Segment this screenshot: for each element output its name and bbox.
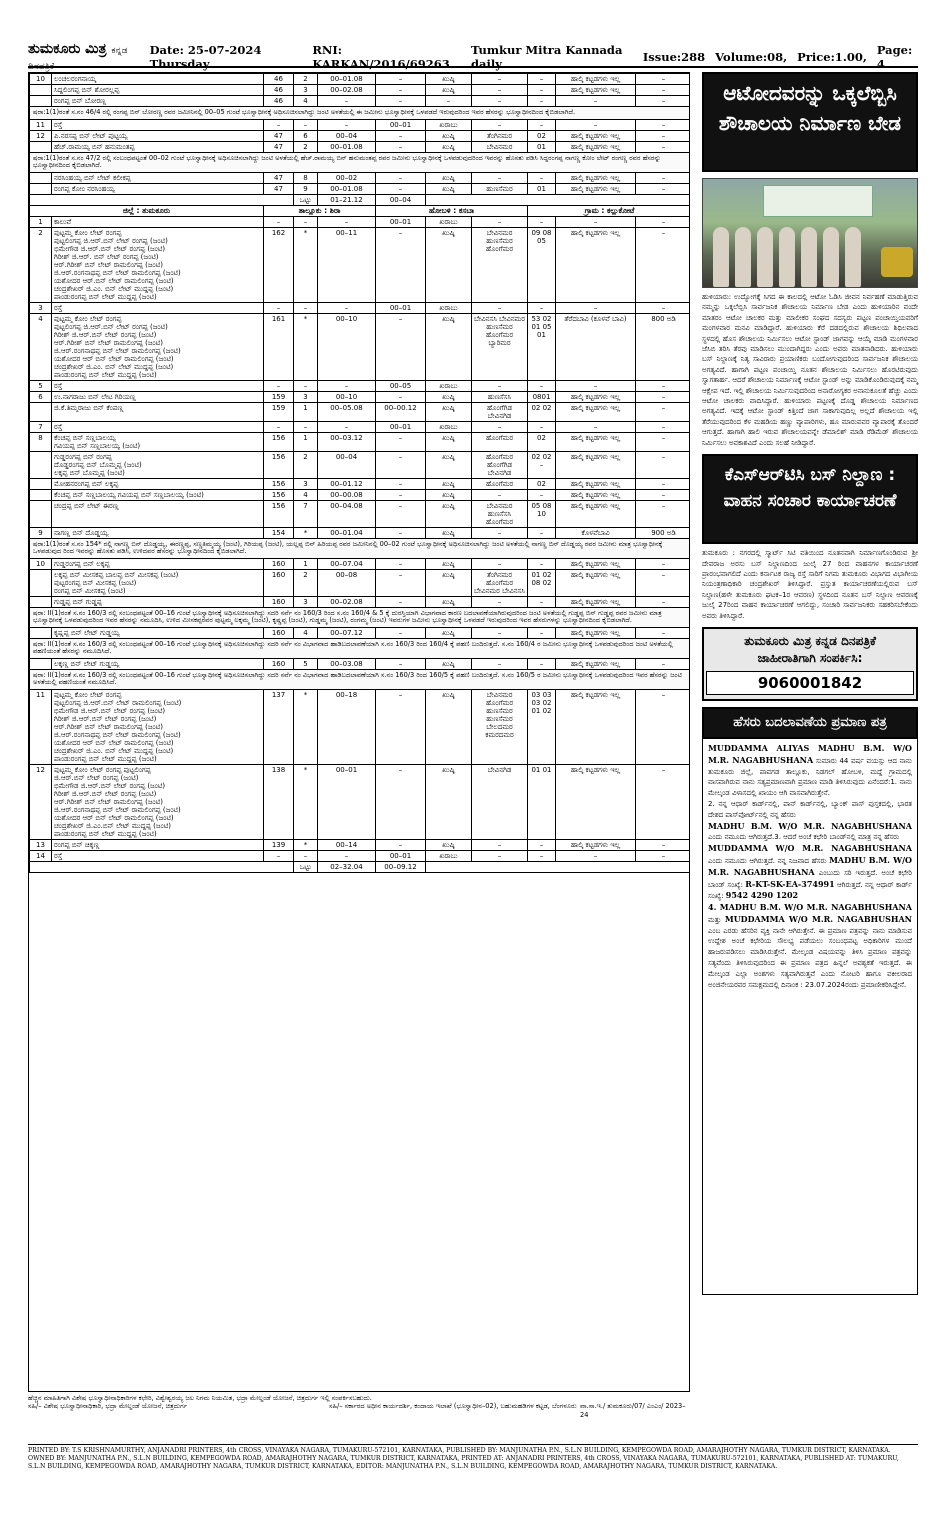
table-row: ಹೆಚ್.ರಾಮಯ್ಯ ಬಿನ್ ಹನುಮಂತಪ್ಪ 47 2 00–01.08 – ಖುಷ್ಕಿ ಬೇವಿನಮರ 01 ಹಾಲ್ಕಿ ಕಟ್ಟಡಗಳು ಇಲ್ಲ – — [30, 141, 691, 152]
owner-names: ಪುಟ್ಟಮ್ಮ ಕೋಂ ಲೇಟ್ ರಂಗಪ್ಪ ಪುಟ್ಟಲಿಂಗಪ್ಪ ಜಿ.ಆರ್.ಬಿನ್ ಲೇಟ್ ರಾಮಲಿಂಗಪ್ಪ (ಜಂಟಿ) ಭಿಮೇಗೌಡ ಜಿ.ಆರ್.ಬಿನ್ ಲೇಟ್ ರಂಗಪ್ಪ (ಜಂಟಿ) ಗಿರೀಶ್ ಜಿ.ಆರ್.ಬಿನ್ ಲೇಟ್ ರಂಗಪ್ಪ (ಜಂಟಿ) ಆರ್.ಗಿರೀಶ್ ಬಿನ್ ಲೇಟ್ ರಾಮಲಿಂಗಪ್ಪ (ಜಂಟಿ) ಜಿ.ಆರ್.ರಂಗನಾಥಪ್ಪ ಬಿನ್ ಲೇಟ್ ರಾಮಲಿಂಗಪ್ಪ (ಜಂಟಿ) ಯಶೋದರ ಆರ್ ಬಿನ್ ಲೇಟ್ ರಾಮಲಿಂಗಪ್ಪ (ಜಂಟಿ) ಚಂದ್ರಶೇಖರ್ ಜಿ.ಎಂ. ಬಿನ್ ಲೇಟ್ ಮುದ್ದಪ್ಪ (ಜಂಟಿ) ಪಾಂಡುರಂಗಪ್ಪ ಬಿನ್ ಲೇಟ್ ಮುದ್ದಪ್ಪ (ಜಂಟಿ) — [52, 689, 264, 764]
closing-signature-left: ಸಹಿ/– ವಿಶೇಷ ಭೂಸ್ವಾಧೀನಾಧಿಕಾರಿ, ಭದ್ರಾ ಮೇಲ್ದಂಡೆ ಯೋಜನೆ, ಚಿತ್ರದುರ್ಗ — [28, 1402, 188, 1411]
affidavit-segment: 4. MADHU B.M. W/O M.R. NAGABHUSHANA ಮತ್ತು — [708, 902, 912, 924]
affidavit-segment: 3. ಆದರೆ ಅಂಚೆ ಕಛೇರಿ ಬಾಂಡ್‌ನಲ್ಲಿ ಮಾತ್ರ ನನ್ನ ಹೆಸರು — [774, 833, 900, 842]
article-auto-toilet: ಹುಳಿಯಾರು: ಉದ್ಯೋಗಕ್ಕೆ ಸಿಗದ ಈ ಕಾಲದಲ್ಲಿ ಆಟೋ ಓಡಿಸಿ ಜೀವನ ನಿರ್ವಹಣೆ ಮಾಡುತ್ತಿರುವ ನಮ್ಮನ್ನು ಒಕ್ಕಲೆಬ್ಬಿಸಿ ಸಾರ್ವಜನಿಕ ಶೌಚಾಲಯ ನಿರ್ಮಾಣ ಬೇಡ ಎಂದು ಹುಳಿಯಾರಿನ ವಂದೇ ಮಾತರಂ ಆಟೋ ಚಾಲಕರ ಮತ್ತು ಮಾಲೀಕರ ಸಂಘದ ಸದಸ್ಯರು ಪಟ್ಟಣ ಪಂಚಾಯ್ತಿಯವರಿಗೆ ಮಂಗಳವಾರ ಮನವಿ ಮಾಡಿದ್ದಾರೆ. ಹುಳಿಯಾರು ಕೆರೆ ದಡದಲ್ಲಿರುವ ಶೌಚಾಲಯ ಶಿಥಿಲವಾದ ಸ್ಥಳದಲ್ಲಿ ಹೊಸ ಶೌಚಾಲಯ ನಿರ್ಮಿಸಲು ಆಟೋ ಸ್ಟಾಂಡ್ ಜಾಗವನ್ನು ಆಯ್ಕೆ ಮಾಡಿ ಮಂಗಳವಾರ ಜೆಸಿಬಿ ತರಿಸಿ ತೆರವು ಮಾಡಿಸಲು ಮುಂದಾಗಿದ್ದರು ಎಂದು ಅವರು ಮಾತನಾಡಿದರು. ಹುಳಿಯಾರು ಬಸ್ ನಿಲ್ದಾಣಕ್ಕೆ ನಿತ್ಯ ಸಾವಿರಾರು ಪ್ರಯಾಣಿಕರು ಬಂದೋಗುವುದರಿಂದ ಸಾರ್ವಜನಿಕ ಶೌಚಾಲಯ ಅಗತ್ಯವಿದೆ. ಹಾಗಾಗಿ ಪಟ್ಟಣ ಪಂಚಾಯ್ತಿ ನೂತನ ಶೌಚಾಲಯ ನಿರ್ಮಿಸಲು ಹೊರಟಿರುವುದು ಸ್ವಾಗತಾರ್ಹ. ಆದರೆ ಶೌಚಾಲಯ ನಿರ್ಮಾಣಕ್ಕೆ ಆಟೋ ಸ್ಟಾಂಡ್ ಅನ್ನು ಮಾಡಿಕೊಂಡಿರುವುದಕ್ಕೆ ನಮ್ಮ ಆಕ್ಷೇಪ ಇದೆ. ಇಲ್ಲಿ ಶೌಚಾಲಯ ನಿರ್ಮಿಸುವುದರಿಂದ ಅನಾರೋಗ್ಯಕರ ಅನಾನುಕೂಲತೆ ಹೆಚ್ಚು ಎಂದು ಆಟೋ ಚಾಲಕರು ವಾದಿಸಿದ್ದಾರೆ. ಹುಳಿಯಾರು ಪಟ್ಟಣಕ್ಕೆ ದೊಡ್ಡ ಶೌಚಾಲಯ ನಿರ್ಮಾಣದ ಅಗತ್ಯವಿದೆ. ಇದಕ್ಕೆ ಆಟೋ ಸ್ಟಾಂಡ್ ಕಿತ್ತಿಂದೆ ಜಾಗ ಸಾಕಾಗುವುದಿಲ್ಲ ಅಲ್ಲದೆ ಶೌಚಾಲಯ ಇಲ್ಲಿ ತೆರೆಯುವುದರಿಂದ ಕೆಳ ಮಹಡಿಯ ಹಣ್ಣು ವ್ಯಾಪಾರಿಗಳು, ಹೂ ಮಾರುವವರ ವ್ಯಾಪಾರಕ್ಕೆ ತೊಂದರೆ ಆಗುತ್ತದೆ. ಹಾಗಾಗಿ ಹಾಲಿ ಇರುವ ಶೌಚಾಲಯವನ್ನೇ ಡೆಮಾಲಿಶ್ ಮಾಡಿ ರೆಡಿಮೆಡ್ ಶೌಚಾಲಯ ನಿರ್ಮಿಸಲು ಅವಕಾಶವಿದೆ ಎಂದು ಸಲಹೆ ನೀಡಿದ್ದಾರೆ. — [702, 293, 918, 447]
table-row: 4 ಪುಟ್ಟಮ್ಮ ಕೋಂ ಲೇಟ್ ರಂಗಪ್ಪ ಪುಟ್ಟಲಿಂಗಪ್ಪ ಜಿ.ಆರ್.ಬಿನ್ ಲೇಟ್ ರಂಗಪ್ಪ (ಜಂಟಿ) ಗಿರೀಶ್ ಜಿ.ಆರ್.ಬಿನ್ ಲೇಟ್ ರಂಗಪ್ಪ (ಜಂಟಿ) ಆರ್.ಗಿರೀಶ್ ಬಿನ್ ಲೇಟ್ ರಾಮಲಿಂಗಪ್ಪ (ಜಂಟಿ) ಜಿ.ಆರ್.ರಂಗನಾಥಪ್ಪ ಬಿನ್ ಲೇಟ್ ರಾಮಲಿಂಗಪ್ಪ (ಜಂಟಿ) ಯಶೋದರ ಆರ್ ಬಿನ್ ಲೇಟ್ ರಾಮಲಿಂಗಪ್ಪ (ಜಂಟಿ) ಚಂದ್ರಶೇಖರ್ ಜಿ.ಎಂ. ಬಿನ್ ಲೇಟ್ ಮುದ್ದಪ್ಪ (ಜಂಟಿ) ಪಾಂಡುರಂಗಪ್ಪ ಬಿನ್ ಲೇಟ್ ಮುದ್ದಪ್ಪ (ಜಂಟಿ) 161 * 00–10 – ಖುಷ್ಕಿ ಬೇವಿನಸಸಿ ಬೇವಿನಮರ ಹುಣಸೆಮರ ಹೊಂಗೆಮರ ಬ್ಯಾರಿಮರ 53 02 01 05 01 ತೆರೆದಬಾವಿ (ಕೂಳವೆ ಬಾವಿ) 800 ಅಡಿ — [30, 313, 691, 380]
affidavit-text — [702, 739, 918, 1295]
issue-number: Issue:288 — [642, 50, 706, 64]
rni-number: RNI: KARKAN/2016/69263 — [312, 43, 450, 71]
remark-row: ಷರಾ:1(1)ರಂತೆ ಸ.ನಂ 47/2 ರಲ್ಲಿ ಸಂಬಂಧಪಟ್ಟಂತೆ 00–02 ಗುಂಟೆ ಭೂಸ್ವಾಧೀನಕ್ಕೆ ಅಧಿಸೂಚಿಸಲಾಗಿದ್ದು ಜಂಟಿ ಅಳತೆಯಲ್ಲಿ ಹೆಚ್.ರಾಮಯ್ಯ ಬಿನ್ ಹನುಮಂತಪ್ಪ ರವರ ಜಮೀನು ಭೂಸ್ವಾಧೀನಕ್ಕೆ ಒಳಪಡುವುದರಿಂದ ಇವರನ್ನು ಹೊಸತು ಪಡಿಸಿ ಸಿದ್ದರಂಗಪ್ಪ ನಾಗಣ್ಣ ಕೋಂ ಲೇಟ್ ರಂಗಣ್ಣ ರವರ ಹೆಸರನ್ನು ಭೂಸ್ವಾಧೀನದಿಂದ ಕೈಬಿಡಲಾಗಿದೆ. — [30, 152, 691, 172]
owner-names: ರಸ್ತೆ — [52, 302, 264, 313]
auto-rickshaw-icon — [881, 247, 913, 277]
table-row: ಕೆಂಚಪ್ಪ ಬಿನ್ ಸಣ್ಣಬಾಲಯ್ಯ ಗವಿಯಪ್ಪ ಬಿನ್ ಸಣ್ಣಬಾಲಯ್ಯ (ಜಂಟಿ) 156 4 00–00.08 – ಖುಷ್ಕಿ – – ಹಾಲ್ಕಿ ಕಟ್ಟಡಗಳು ಇಲ್ಲ – — [30, 489, 691, 500]
owner-names: ಗುಡ್ಡರಂಗಪ್ಪ ಬಿನ್ ರಂಗಪ್ಪ ದೊಡ್ಡರಂಗಪ್ಪ ಬಿನ್ ಬೊಮ್ಮಪ್ಪ (ಜಂಟಿ) ಲಕ್ಕಪ್ಪ ಬಿನ್ ಬೊಮ್ಮಪ್ಪ (ಜಂಟಿ) — [52, 451, 264, 478]
owner-names: ಪುಟ್ಟಮ್ಮ ಕೋಂ ಲೇಟ್ ರಂಗಪ್ಪ ಪುಟ್ಟಲಿಂಗಪ್ಪ ಜಿ.ಆರ್.ಬಿನ್ ಲೇಟ್ ರಂಗಪ್ಪ (ಜಂಟಿ) ಗಿರೀಶ್ ಜಿ.ಆರ್.ಬಿನ್ ಲೇಟ್ ರಂಗಪ್ಪ (ಜಂಟಿ) ಆರ್.ಗಿರೀಶ್ ಬಿನ್ ಲೇಟ್ ರಾಮಲಿಂಗಪ್ಪ (ಜಂಟಿ) ಜಿ.ಆರ್.ರಂಗನಾಥಪ್ಪ ಬಿನ್ ಲೇಟ್ ರಾಮಲಿಂಗಪ್ಪ (ಜಂಟಿ) ಯಶೋದರ ಆರ್ ಬಿನ್ ಲೇಟ್ ರಾಮಲಿಂಗಪ್ಪ (ಜಂಟಿ) ಚಂದ್ರಶೇಖರ್ ಜಿ.ಎಂ. ಬಿನ್ ಲೇಟ್ ಮುದ್ದಪ್ಪ (ಜಂಟಿ) ಪಾಂಡುರಂಗಪ್ಪ ಬಿನ್ ಲೇಟ್ ಮುದ್ದಪ್ಪ (ಜಂಟಿ) — [52, 313, 264, 380]
table-row: ಜಿ.ಕೆ.ತಿಮ್ಮರಾಜು ಬಿನ್ ಕೆಂಪಣ್ಣ 159 1 00–05.08 00–00.12 ಖುಷ್ಕಿ ಹೊಂಗೆಗಿಡ ಬೇವಿನಗಿಡ 02 02 ಹಾಲ್ಕಿ ಕಟ್ಟಡಗಳು ಇಲ್ಲ – — [30, 402, 691, 421]
owner-names: ಕೃಷ್ಣಪ್ಪ ಬಿನ್ ಲೇಟ್ ಗುಡ್ಡಯ್ಯ — [52, 627, 264, 638]
total-row: ಒಟ್ಟು 01–21.12 00–04 — [30, 194, 691, 205]
table-row: 7 ರಸ್ತೆ – – – 00–01 ಖರಾಬು – – – – — [30, 421, 691, 432]
imprint-line-1: PRINTED BY: T.S KRISHNAMURTHY, ANJANADRI PRINTERS, 4th CROSS, VINAYAKA NAGARA, TUMAKURU-572101, KARNATAKA, PUBLISHED BY: MANJUNATHA P.N., S.L.N BUILDING, KEMPEGOWDA ROAD, AMARAJHOTHY NAGARA, TUMKUR DISTRICT, KARNATAKA. — [28, 1447, 891, 1454]
affidavit-segment: MADHU B.M. W/O M.R. NAGABHUSHANA ಎಂದು ನಮೂದು ಆಗಿರುತ್ತದೆ. — [708, 820, 912, 842]
owner-names: ಗುಡ್ಡರಂಗಪ್ಪ ಬಿನ್ ಲಕ್ಕಪ್ಪ — [52, 558, 264, 569]
affidavit-segment: MADHU B.M. W/O M.R. NAGABHUSHANA ಎಂಬುದು ಸರಿ ಇರುತ್ತದೆ. ಅಂಚೆ ಕಛೇರಿ ಬಾಂಡ್ ಸಂಖ್ಯೆ: — [708, 854, 912, 889]
table-row: 11 ಪುಟ್ಟಮ್ಮ ಕೋಂ ಲೇಟ್ ರಂಗಪ್ಪ ಪುಟ್ಟಲಿಂಗಪ್ಪ ಜಿ.ಆರ್.ಬಿನ್ ಲೇಟ್ ರಾಮಲಿಂಗಪ್ಪ (ಜಂಟಿ) ಭಿಮೇಗೌಡ ಜಿ.ಆರ್.ಬಿನ್ ಲೇಟ್ ರಂಗಪ್ಪ (ಜಂಟಿ) ಗಿರೀಶ್ ಜಿ.ಆರ್.ಬಿನ್ ಲೇಟ್ ರಂಗಪ್ಪ (ಜಂಟಿ) ಆರ್.ಗಿರೀಶ್ ಬಿನ್ ಲೇಟ್ ರಾಮಲಿಂಗಪ್ಪ (ಜಂಟಿ) ಜಿ.ಆರ್.ರಂಗನಾಥಪ್ಪ ಬಿನ್ ಲೇಟ್ ರಾಮಲಿಂಗಪ್ಪ (ಜಂಟಿ) ಯಶೋದರ ಆರ್ ಬಿನ್ ಲೇಟ್ ರಾಮಲಿಂಗಪ್ಪ (ಜಂಟಿ) ಚಂದ್ರಶೇಖರ್ ಜಿ.ಎಂ. ಬಿನ್ ಲೇಟ್ ಮುದ್ದಪ್ಪ (ಜಂಟಿ) ಪಾಂಡುರಂಗಪ್ಪ ಬಿನ್ ಲೇಟ್ ಮುದ್ದಪ್ಪ (ಜಂಟಿ) 137 * 00–18 – ಖುಷ್ಕಿ ಬೇವಿನಮರ ಹೊಂಗೆಮರ ಹುಣಸೆಮರ ಹುಣಸೆಮರ ಬೇಲದಮರ ಕಮರದಮರ 03 03 03 02 01 02 ಹಾಲ್ಕಿ ಕಟ್ಟಡಗಳು ಇಲ್ಲ – — [30, 689, 691, 764]
table-row: ಸಿದ್ದಲಿಂಗಪ್ಪ ಬಿನ್ ಶೋರಲ್ಲಪ್ಪ 46 3 00–02.08 – ಖುಷ್ಕಿ – – ಹಾಲ್ಕಿ ಕಟ್ಟಡಗಳು ಇಲ್ಲ – — [30, 85, 691, 96]
remark-row: ಷರಾ: II(1)ರಂತೆ ಸ.ನಂ 160/3 ರಲ್ಲಿ ಸಂಬಂಧಪಟ್ಟಂತೆ 00–16 ಗುಂಟೆ ಭೂಸ್ವಾಧೀನಕ್ಕೆ ಅಧಿಸೂಚಿಸಲಾಗಿದ್ದು ಸದರಿ ಸರ್ವೆ ನಂ ವಿಭಾಗವಾದ ಹಾಡಿಬದಲಾವಣೆಯಾಗಿ ಸ.ನಂ 160/3 ರಿಂದ 160/4 ಕ್ಕೆ ಪಹಣಿ ಬಂದಿರುತ್ತದೆ. ಸ.ನಂ 160/4 ರ ಜಮೀನು ಭೂಸ್ವಾಧೀನಕ್ಕೆ ಒಳಪಡುವುದರಿಂದ ಜಂಟಿ ಅಳತೆಯಲ್ಲಿ ಪಹಣಿಯಂತೆ ಹೆಸರನ್ನು ನಮೂದಿಸಿದೆ. — [30, 638, 691, 658]
advertisement-box — [702, 627, 918, 701]
closing-reference: ವಾ.ಸಾ.ಇ./ ತುಮಕೂರು/07/ ಎಂಎಂ/ 2023–24 — [580, 1402, 686, 1419]
price: Price:1.00, — [797, 50, 867, 64]
owner-names: ಮೋಹನರಂಗಪ್ಪ ಬಿನ್ ಲಕ್ಕಪ್ಪ — [52, 478, 264, 489]
owner-names: ರಸ್ತೆ — [52, 850, 264, 861]
owner-names: ಹೆಚ್.ರಾಮಯ್ಯ ಬಿನ್ ಹನುಮಂತಪ್ಪ — [52, 141, 264, 152]
table-row: ಲಕ್ಕಪ್ಪ ಬಿನ್ ಮೀಸಕಪ್ಪ ಬಾಲಪ್ಪ ಬಿನ್ ಮೀಸಕಪ್ಪ (ಜಂಟಿ) ಪುಟ್ಟರಂಗಪ್ಪ ಬಿನ್ ಮೀಸಕಪ್ಪ (ಜಂಟಿ) ರಂಗಪ್ಪ ಬಿನ್ ಮೀಸಕಪ್ಪ (ಜಂಟಿ) 160 2 00–08 – ಖುಷ್ಕಿ ತೆಂಗಿನಮರ ಹೊಂಗೆಮರ ಬೇವಿನಮರ ಬೇವಿನಸಸಿ 01 02 08 02 ಹಾಲ್ಕಿ ಕಟ್ಟಡಗಳು ಇಲ್ಲ – — [30, 569, 691, 596]
headline-name-change: ಹೆಸರು ಬದಲಾವಣೆಯ ಪ್ರಮಾಣ ಪತ್ರ — [702, 707, 918, 739]
person-icon — [823, 227, 839, 287]
owner-names: ಉ.ನಾಗರಾಜು ಬಿನ್ ಲೇಟ ಗಿರಿಯಣ್ಣ — [52, 391, 264, 402]
affidavit-segment: R-KT-SK-EA-374991 ಆಗಿರುತ್ತದೆ. ನನ್ನ ಆಧಾರ್ ಕಾರ್ಡ್ ಸಂಖ್ಯೆ: — [708, 878, 912, 901]
issue-date: Date: 25-07-2024 Thursday — [149, 43, 262, 71]
table-row: ರಂಗಪ್ಪ ಬಿನ್ ಬೋರಣ್ಣ 46 4 – – – – – – – — [30, 96, 691, 107]
volume-number: Volume:08, — [715, 50, 788, 64]
owner-names: ಚಂದ್ರಪ್ಪ ಬಿನ್ ಲೇಟ್ ಈರಣ್ಣ — [52, 500, 264, 527]
table-row: 11 ರಸ್ತೆ – – – 00–01 ಖರಾಬು – – – – — [30, 119, 691, 130]
owner-names: ರಸ್ತೆ — [52, 119, 264, 130]
table-row: ಕೃಷ್ಣಪ್ಪ ಬಿನ್ ಲೇಟ್ ಗುಡ್ಡಯ್ಯ 160 4 00–07.12 – ಖುಷ್ಕಿ – – ಹಾಲ್ಕಿ ಕಟ್ಟಡಗಳು ಇಲ್ಲ – — [30, 627, 691, 638]
table-row: 9 ನಾಗಣ್ಣ ಬಿನ್ ದೊಡ್ಡಯ್ಯ 154 * 00–01.04 – ಖುಷ್ಕಿ – – ಕೊಳವೆಬಾವಿ 900 ಅಡಿ — [30, 527, 691, 538]
person-icon — [801, 227, 817, 287]
table-row: 1 ಕಾಲುವೆ – – – 00–01 ಖರಾಬು – – – – — [30, 216, 691, 227]
table-row: ಮೋಹನರಂಗಪ್ಪ ಬಿನ್ ಲಕ್ಕಪ್ಪ 156 3 00–01.12 – ಖುಷ್ಕಿ ಹೊಂಗೆಮರ 02 ಹಾಲ್ಕಿ ಕಟ್ಟಡಗಳು ಇಲ್ಲ – — [30, 478, 691, 489]
closing-signature-right: ಸಹಿ/– ಸರ್ಕಾರದ ಅಧೀನ ಕಾರ್ಯದರ್ಶಿ, ಕಂದಾಯ ಇಲಾಖೆ (ಭೂಸ್ವಾಧೀನ–02), ಬಹುಮಹಡಿಗಳ ಕಟ್ಟಡ, ಬೆಂಗಳೂರು — [329, 1402, 577, 1411]
notice-closing — [28, 1394, 690, 1419]
owner-names: ಲಕ್ಕಪ್ಪ ಬಿನ್ ಮೀಸಕಪ್ಪ ಬಾಲಪ್ಪ ಬಿನ್ ಮೀಸಕಪ್ಪ (ಜಂಟಿ) ಪುಟ್ಟರಂಗಪ್ಪ ಬಿನ್ ಮೀಸಕಪ್ಪ (ಜಂಟಿ) ರಂಗಪ್ಪ ಬಿನ್ ಮೀಸಕಪ್ಪ (ಜಂಟಿ) — [52, 569, 264, 596]
article-bus-stand: ತುಮಕೂರು : ನಗರದಲ್ಲಿ ಸ್ಮಾರ್ಟ್ ಸಿಟಿ ವತಿಯಿಂದ ನೂತನವಾಗಿ ನಿರ್ಮಾಣಗೊಂಡಿರುವ ಶ್ರೀ ದೇವರಾಜ ಅರಸು ಬಸ್ ನಿಲ್ದಾಣದಿಂದ ಜುಲೈ 27 ರಿಂದ ವಾಹನಗಳ ಕಾರ್ಯಾಚರಣೆ ಪ್ರಾರಂಭವಾಗಲಿದೆ ಎಂದು ಕರ್ನಾಟಕ ರಾಜ್ಯ ರಸ್ತೆ ಸಾರಿಗೆ ನಿಗಮ ತುಮಕೂರು ವಿಭಾಗದ ವಿಭಾಗೀಯ ನಿಯಂತ್ರಣಾಧಿಕಾರಿ ಚಂದ್ರಶೇಖರ್ ತಿಳಿಸಿದ್ದಾರೆ. ಪ್ರಸ್ತುತ ಕಾರ್ಯಾಚರಣೆಯಲ್ಲಿರುವ ಬಸ್ ನಿಲ್ದಾಣ(ಹಳೇ ತುಮಕೂರು ಘಟಕ–1ರ ಆವರಣ) ಸ್ಥಳದಿಂದ ನೂತನ ಬಸ್ ನಿಲ್ದಾಣ ಆವರಣಕ್ಕೆ ಜುಲೈ 27ರಿಂದ ವಾಹನ ಕಾರ್ಯಾಚರಣೆ ಆಗಲಿದ್ದು, ಸಂಚಾರಿ ಸಾರ್ವಜನಿಕರು ಸಹಕರಿಸಬೇಕೆಂದು ಅವರು ತಿಳಿಸಿದ್ದಾರೆ. — [702, 549, 918, 620]
table-row: 12 ಪಿ.ನರಸಪ್ಪ ಬಿನ್ ಲೇಟ್ ಪುಟ್ಟಯ್ಯ 47 6 00–04 – ಖುಷ್ಕಿ ತೆಂಗಿನಮರ 02 ಹಾಲ್ಕಿ ಕಟ್ಟಡಗಳು ಇಲ್ಲ – — [30, 130, 691, 141]
table-row: ಗುಡ್ಡರಂಗಪ್ಪ ಬಿನ್ ರಂಗಪ್ಪ ದೊಡ್ಡರಂಗಪ್ಪ ಬಿನ್ ಬೊಮ್ಮಪ್ಪ (ಜಂಟಿ) ಲಕ್ಕಪ್ಪ ಬಿನ್ ಬೊಮ್ಮಪ್ಪ (ಜಂಟಿ) 156 2 00–04 – ಖುಷ್ಕಿ ಹೊಂಗೆಮರ ಹೊಂಗೆಗಿಡ ಬೇವಿನಗಿಡ 02 02 – ಹಾಲ್ಕಿ ಕಟ್ಟಡಗಳು ಇಲ್ಲ – — [30, 451, 691, 478]
owner-names: ಲಂಚಲರಂಗನಾಯ್ಕ — [52, 74, 264, 85]
imprint-line-2: OWNED BY: MANJUNATHA P.N., S.L.N BUILDING, KEMPEGOWDA ROAD, AMARAJHOTHY NAGARA, TUMKUR DISTRICT, KARNATAKA, PRINTED AT: ANJANADRI PRINTERS, 4th CROSS, VINAYAKA NAGARA, TUMAKURU-572101, KARNATAKA, PUBLISHED AT: TUMAKURU, S.L.N BUILDING, KEMPEGOWDA ROAD, AMARAJHOTHY NAGARA, TUMKUR DISTRICT, KARNATAKA, EDITOR: MANJUNATHA P.N., S.L.N BUILDING, KEMPEGOWDA ROAD, AMARAJHOTHY NAGARA, TUMKUR DISTRICT, KARNATAKA. — [28, 1455, 899, 1470]
closing-contact-line: ಹೆಚ್ಚಿನ ಮಾಹಿತಿಗಾಗಿ ವಿಶೇಷ ಭೂಸ್ವಾಧೀನಾಧಿಕಾರಿಗಳ ಕಛೇರಿ, ವಿಶ್ವೇಶ್ವರಯ್ಯ ಜಲ ನಿಗಮ ನಿಯಮಿತ, ಭದ್ರಾ ಮೇಲ್ದಂಡೆ ಯೋಜನೆ, ಚಿತ್ರದುರ್ಗ ಇಲ್ಲಿ ಸಂಪರ್ಕಿಸಬಹುದು. — [28, 1394, 372, 1402]
table-row: 3 ರಸ್ತೆ – – – 00–01 ಖರಾಬು – – – – — [30, 302, 691, 313]
person-icon — [735, 227, 751, 287]
table-row: 2 ಪುಟ್ಟಮ್ಮ ಕೋಂ ಲೇಟ್ ರಂಗಪ್ಪ ಪುಟ್ಟಲಿಂಗಪ್ಪ ಜಿ.ಆರ್.ಬಿನ್ ಲೇಟ್ ರಂಗಪ್ಪ (ಜಂಟಿ) ಭಿಮೇಗೌಡ ಜಿ.ಆರ್.ಬಿನ್ ಲೇಟ್ ರಂಗಪ್ಪ (ಜಂಟಿ) ಗಿರೀಶ್ ಜಿ.ಆರ್. ಬಿನ್ ಲೇಟ್ ರಂಗಪ್ಪ (ಜಂಟಿ) ಆರ್.ಗಿರೀಶ್ ಬಿನ್ ಲೇಟ್ ರಾಮಲಿಂಗಪ್ಪ (ಜಂಟಿ) ಜಿ.ಆರ್.ರಂಗನಾಥಪ್ಪ ಬಿನ್ ಲೇಟ್ ರಾಮಲಿಂಗಪ್ಪ (ಜಂಟಿ) ಯಶೋದರ ಆರ್.ಬಿನ್ ಲೇಟ್ ರಾಮಲಿಂಗಪ್ಪ (ಜಂಟಿ) ಚಂದ್ರಶೇಖರ್ ಜಿ.ಎಂ. ಬಿನ್ ಲೇಟ್ ಮುದ್ದಪ್ಪ (ಜಂಟಿ) ಪಾಂಡುರಂಗಪ್ಪ ಬಿನ್ ಲೇಟ್ ಮುದ್ದಪ್ಪ (ಜಂಟಿ) 162 * 00–11 – ಖುಷ್ಕಿ ಬೇವಿನಮರ ಹುಣಸೆಮರ ಹೊಂಗೆಮರ 09 08 05 ಹಾಲ್ಕಿ ಕಟ್ಟಡಗಳು ಇಲ್ಲ – — [30, 227, 691, 302]
ad-title: ತುಮಕೂರು ಮಿತ್ರ ಕನ್ನಡ ದಿನಪತ್ರಿಕೆ — [744, 633, 876, 648]
owner-names: ರಂಗಪ್ಪ ಬಿನ್ ಬೋರಣ್ಣ — [52, 96, 264, 107]
owner-names: ರಂಗಪ್ಪ ಬಿನ್ ಚಿಕ್ಕಣ್ಣ — [52, 839, 264, 850]
land-acquisition-notice — [28, 72, 690, 1392]
remark-row: ಷರಾ: II(1)ರಂತೆ ಸ.ನಂ 160/3 ರಲ್ಲಿ ಸಂಬಂಧಪಟ್ಟಂತೆ 00–16 ಗುಂಟೆ ಭೂಸ್ವಾಧೀನಕ್ಕೆ ಅಧಿಸೂಚಿಸಲಾಗಿದ್ದು ಸದರಿ ಸರ್ವೆ ನಂ 160/3 ರಿಂದ ಸ.ನಂ 160/4 & 5 ಕ್ಕೆ ದುರಸ್ತಿಯಾಗಿ ವಿಭಾಗವಾದ ಕಾರಣ ಬದಲಾವಣೆಯಾಗಿರುವುದರಿಂದ ಜಂಟಿ ಅಳತೆಯಲ್ಲಿ ಗುಡ್ಡಪ್ಪ ಬಿನ್ ಗುಡ್ಡಪ್ಪ ರವರ ಜಮೀನು ಮಾತ್ರ ಭೂಸ್ವಾಧೀನಕ್ಕೆ ಒಳಪಡುವುದರಿಂದ ಇವರ ಹೆಸರನ್ನು ನಮೂದಿಸಿ, ಉಳಿದ ಮೀಸಕಪ್ಪರವರ ಪುಟ್ಟಮ್ಮ ಲಕ್ಕಮ್ಮ (ಜಂಟಿ), ಕೃಷ್ಣಪ್ಪ (ಜಂಟಿ), ಗುಡ್ಡಮ್ಮ (ಜಂಟಿ), ರಂಗಮ್ಮ (ಜಂಟಿ) ಇವರುಗಳ ಜಮೀನು ಭೂಸ್ವಾಧೀನಕ್ಕೆ ಒಳಪಡದೆ ಇರುವುದರಿಂದ ಇವರ ಹೆಸರುಗಳನ್ನು ಭೂಸ್ವಾಧೀನದಿಂದ ಕೈಬಿಡಲಾಗಿದೆ. — [30, 607, 691, 627]
table-row: ನರಸಿಂಹಯ್ಯ ಬಿನ್ ಲೇಟ್ ಕಲೀಕಪ್ಪ 47 8 00–02 – ಖುಷ್ಕಿ – – ಹಾಲ್ಕಿ ಕಟ್ಟಡಗಳು ಇಲ್ಲ – — [30, 172, 691, 183]
page-number: Page: 4 — [876, 43, 913, 71]
affidavit-segment: 1. ನಾನು ಮೇಲ್ಕಂಡ ವಿಳಾಸದಲ್ಲಿ ಖಾಯಂ ಆಗಿ ವಾಸವಾಗಿರುತ್ತೇನೆ. — [708, 778, 912, 798]
remark-row: ಷರಾ:1(1)ರಂತೆ ಸ.ನಂ 154* ರಲ್ಲಿ ನಾಗಣ್ಣ ಬಿನ್ ದೊಡ್ಡಯ್ಯ, ಈರಣ್ಣಪ್ಪ, ಸಣ್ಣತಿಮ್ಮಯ್ಯ (ಜಂಟಿ), ಗಿರಿಯಪ್ಪ (ಜಂಟಿ), ಯಲ್ಲಪ್ಪ ಬಿನ್ ಹಿರಿಯಪ್ಪ ರವರ ಜಮೀನಿನಲ್ಲಿ 00–02 ಗುಂಟೆ ಭೂಸ್ವಾಧೀನಕ್ಕೆ ಅಧಿಸೂಚಿಸಲಾಗಿದ್ದು ಜಂಟಿ ಅಳತೆಯಲ್ಲಿ ನಾಗಣ್ಣ ಬಿನ್ ದೊಡ್ಡಯ್ಯ ರವರ ಜಮೀನು ಮಾತ್ರ ಭೂಸ್ವಾಧೀನಕ್ಕೆ ಒಳಪಡುವುದ ರಿಂದ ಇವರನ್ನು ಹೊಸತು ಪಡಿಸಿ, ಉಳಿದವರ ಹೆಸರನ್ನು ಭೂಸ್ವಾಧೀನದಿಂದ ಕೈಬಿಡಲಾಗಿದೆ. — [30, 538, 691, 558]
person-icon — [845, 227, 861, 287]
owner-names: ಪಿ.ನರಸಪ್ಪ ಬಿನ್ ಲೇಟ್ ಪುಟ್ಟಯ್ಯ — [52, 130, 264, 141]
owner-names: ಕಾಲುವೆ — [52, 216, 264, 227]
affidavit-segment: MUDDAMMA ALIYAS MADHU B.M. W/O M.R. NAGABHUSHANA ಸುಮಾರು 44 ವರ್ಷ ವಯಸ್ಸು ಆದ ನಾನು ತುಮಕೂರು ಜಿಲ್ಲೆ, ಪಾವಗಡ ತಾಲ್ಲೂಕು, ನಿಡಗಲ್ ಹೋಬಳಿ, ಮದ್ದೆ ಗ್ರಾಮದಲ್ಲಿ ವಾಸವಾಗಿರುವ ನಾನು ಸತ್ಯಪ್ರಮಾಣವಾಗಿ ಪ್ರಮಾಣ ಮಾಡಿ ತಿಳಿಸಿರುವುದು ಏನೆಂದರೆ: — [708, 742, 912, 787]
newspaper-logo: ತುಮಕೂರು ಮಿತ್ರ ಕನ್ನಡ ದಿನಪತ್ರಿಕೆ — [28, 41, 128, 72]
ad-contact-label: ಜಾಹೀರಾತಿಗಾಗಿ ಸಂಪರ್ಕಿಸಿ: — [757, 650, 863, 665]
headline-auto-toilet: ಆಟೋದವರನ್ನು ಒಕ್ಕಲೆಬ್ಬಿಸಿ ಶೌಚಾಲಯ ನಿರ್ಮಾಣ ಬೇಡ — [702, 72, 918, 172]
owner-names: ಪುಟ್ಟಮ್ಮ ಕೋಂ ಲೇಟ್ ರಂಗಪ್ಪ ಪುಟ್ಟಲಿಂಗಪ್ಪ ಜಿ.ಆರ್.ಬಿನ್ ಲೇಟ್ ರಂಗಪ್ಪ (ಜಂಟಿ) ಭಿಮೇಗೌಡ ಜಿ.ಆರ್.ಬಿನ್ ಲೇಟ್ ರಂಗಪ್ಪ (ಜಂಟಿ) ಗಿರೀಶ್ ಜಿ.ಆರ್.ಬಿನ್ ಲೇಟ್ ರಂಗಪ್ಪ (ಜಂಟಿ) ಆರ್.ಗಿರೀಶ್ ಬಿನ್ ಲೇಟ್ ರಾಮಲಿಂಗಪ್ಪ (ಜಂಟಿ) ಜಿ.ಆರ್.ರಂಗನಾಥಪ್ಪ ಬಿನ್ ಲೇಟ್ ರಾಮಲಿಂಗಪ್ಪ (ಜಂಟಿ) ಯಶೋದರ ಆರ್ ಬಿನ್ ಲೇಟ್ ರಾಮಲಿಂಗಪ್ಪ (ಜಂಟಿ) ಚಂದ್ರಶೇಖರ್ ಜಿ.ಎಂ.ಬಿನ್ ಲೇಟ್ ಮುದ್ದಪ್ಪ (ಜಂಟಿ) ಪಾಂಡುರಂಗಪ್ಪ ಬಿನ್ ಲೇಟ್ ಮುದ್ದಪ್ಪ (ಜಂಟಿ) — [52, 764, 264, 839]
owner-names: ಕೆಂಚಪ್ಪ ಬಿನ್ ಸಣ್ಣಬಾಲಯ್ಯ ಗವಿಯಪ್ಪ ಬಿನ್ ಸಣ್ಣಬಾಲಯ್ಯ (ಜಂಟಿ) — [52, 489, 264, 500]
headline-bus-stand: ಕೆಎಸ್‌ಆರ್‌ಟಿಸಿ ಬಸ್ ನಿಲ್ದಾಣ : ವಾಹನ ಸಂಚಾರ ಕಾರ್ಯಾಚರಣೆ — [702, 454, 918, 544]
table-row: ರಂಗಪ್ಪ ಕೋಂ ನರಸಿಂಹಯ್ಯ 47 9 00–01.08 – ಖುಷ್ಕಿ ಹುಣಸೆಮರ 01 ಹಾಲ್ಕಿ ಕಟ್ಟಡಗಳು ಇಲ್ಲ – — [30, 183, 691, 194]
remark-row: ಷರಾ: II(1)ರಂತೆ ಸ.ನಂ 160/3 ರಲ್ಲಿ ಸಂಬಂಧಪಟ್ಟಂತೆ 00–16 ಗುಂಟೆ ಭೂಸ್ವಾಧೀನಕ್ಕೆ ಅಧಿಸೂಚಿಸಲಾಗಿದ್ದು ಸದರಿ ಸರ್ವೆ ನಂ ವಿಭಾಗವಾದ ಹಾಡಿಬದಲಾವಣೆಯಾಗಿ ಸ.ನಂ 160/3 ರಿಂದ 160/5 ಕ್ಕೆ ಪಹಣಿ ಬಂದಿರುತ್ತದೆ. ಸ.ನಂ 160/5 ರ ಜಮೀನು ಭೂಸ್ವಾಧೀನಕ್ಕೆ ಒಳಪಡುವುದರಿಂದ ಇವರ ಹೆಸರನ್ನು ಜಂಟಿ ಅಳತೆಯಲ್ಲಿ ಪಹಣಿಯಂತೆ ನಮೂದಿಸಿದೆ. — [30, 669, 691, 689]
person-icon — [779, 227, 795, 287]
signboard-icon — [763, 185, 873, 217]
affidavit-segment: 9542 4290 1202 — [725, 890, 799, 901]
table-row: ಲಕ್ಕಣ್ಣ ಬಿನ್ ಲೇಟ್ ಗುಡ್ಡಯ್ಯ 160 5 00–03.08 – ಖುಷ್ಕಿ – – ಹಾಲ್ಕಿ ಕಟ್ಟಡಗಳು ಇಲ್ಲ – — [30, 658, 691, 669]
owner-names: ಸಿದ್ದಲಿಂಗಪ್ಪ ಬಿನ್ ಶೋರಲ್ಲಪ್ಪ — [52, 85, 264, 96]
table-row: ಚಂದ್ರಪ್ಪ ಬಿನ್ ಲೇಟ್ ಈರಣ್ಣ 156 7 00–04.08 – ಖುಷ್ಕಿ ಬೇವಿನಮರ ಹುಣಸೆಸಸಿ ಹೊಂಗೆಮರ 05 08 10 ಹಾಲ್ಕಿ ಕಟ್ಟಡಗಳು ಇಲ್ಲ – — [30, 500, 691, 527]
table-row: 12 ಪುಟ್ಟಮ್ಮ ಕೋಂ ಲೇಟ್ ರಂಗಪ್ಪ ಪುಟ್ಟಲಿಂಗಪ್ಪ ಜಿ.ಆರ್.ಬಿನ್ ಲೇಟ್ ರಂಗಪ್ಪ (ಜಂಟಿ) ಭಿಮೇಗೌಡ ಜಿ.ಆರ್.ಬಿನ್ ಲೇಟ್ ರಂಗಪ್ಪ (ಜಂಟಿ) ಗಿರೀಶ್ ಜಿ.ಆರ್.ಬಿನ್ ಲೇಟ್ ರಂಗಪ್ಪ (ಜಂಟಿ) ಆರ್.ಗಿರೀಶ್ ಬಿನ್ ಲೇಟ್ ರಾಮಲಿಂಗಪ್ಪ (ಜಂಟಿ) ಜಿ.ಆರ್.ರಂಗನಾಥಪ್ಪ ಬಿನ್ ಲೇಟ್ ರಾಮಲಿಂಗಪ್ಪ (ಜಂಟಿ) ಯಶೋದರ ಆರ್ ಬಿನ್ ಲೇಟ್ ರಾಮಲಿಂಗಪ್ಪ (ಜಂಟಿ) ಚಂದ್ರಶೇಖರ್ ಜಿ.ಎಂ.ಬಿನ್ ಲೇಟ್ ಮುದ್ದಪ್ಪ (ಜಂಟಿ) ಪಾಂಡುರಂಗಪ್ಪ ಬಿನ್ ಲೇಟ್ ಮುದ್ದಪ್ಪ (ಜಂಟಿ) 138 * 00–01 – ಖುಷ್ಕಿ ಬೇವಿನಗಿಡ 01 01 ಹಾಲ್ಕಿ ಕಟ್ಟಡಗಳು ಇಲ್ಲ – — [30, 764, 691, 839]
masthead — [28, 41, 918, 72]
owner-names: ಗುಡ್ಡಪ್ಪ ಬಿನ್ ಗುಡ್ಡಪ್ಪ — [52, 596, 264, 607]
paper-name: Tumkur Mitra Kannada daily — [470, 43, 623, 71]
owner-names: ಜಿ.ಕೆ.ತಿಮ್ಮರಾಜು ಬಿನ್ ಕೆಂಪಣ್ಣ — [52, 402, 264, 421]
affidavit-segment: MUDDAMMA W/O M.R. NAGABHUSHANA ಎಂದು ನಮೂದು ಆಗಿರುತ್ತದೆ. ನನ್ನ ನಿಜವಾದ ಹೆಸರು — [708, 843, 912, 865]
table-row: 6 ಉ.ನಾಗರಾಜು ಬಿನ್ ಲೇಟ ಗಿರಿಯಣ್ಣ 159 3 00–10 – ಖುಷ್ಕಿ ಹುಣಸೆಸಸಿ 0801 ಹಾಲ್ಕಿ ಕಟ್ಟಡಗಳು ಇಲ್ಲ – — [30, 391, 691, 402]
table-row: 5 ರಸ್ತೆ – – – 00–05 ಖರಾಬು – – – – — [30, 380, 691, 391]
owner-names: ರಸ್ತೆ — [52, 380, 264, 391]
sidebar — [702, 72, 918, 1394]
news-photo — [702, 178, 918, 288]
person-icon — [757, 227, 773, 287]
owner-names: ಕೆಂಚಪ್ಪ ಬಿನ್ ಸಣ್ಣಬಾಲಯ್ಯ ಗವಿಯಪ್ಪ ಬಿನ್ ಸಣ್ಣಬಾಲಯ್ಯ (ಜಂಟಿ) — [52, 432, 264, 451]
table-row: 14 ರಸ್ತೆ – – – 00–01 ಖರಾಬು – – – – — [30, 850, 691, 861]
table-row: ಗುಡ್ಡಪ್ಪ ಬಿನ್ ಗುಡ್ಡಪ್ಪ 160 3 00–02.08 – ಖುಷ್ಕಿ – – ಹಾಲ್ಕಿ ಕಟ್ಟಡಗಳು ಇಲ್ಲ – — [30, 596, 691, 607]
owner-names: ನರಸಿಂಹಯ್ಯ ಬಿನ್ ಲೇಟ್ ಕಲೀಕಪ್ಪ — [52, 172, 264, 183]
table-row: 13 ರಂಗಪ್ಪ ಬಿನ್ ಚಿಕ್ಕಣ್ಣ 139 * 00–14 – ಖುಷ್ಕಿ – – ಹಾಲ್ಕಿ ಕಟ್ಟಡಗಳು ಇಲ್ಲ – — [30, 839, 691, 850]
land-table — [29, 73, 690, 873]
owner-names: ನಾಗಣ್ಣ ಬಿನ್ ದೊಡ್ಡಯ್ಯ — [52, 527, 264, 538]
owner-names: ಲಕ್ಕಣ್ಣ ಬಿನ್ ಲೇಟ್ ಗುಡ್ಡಯ್ಯ — [52, 658, 264, 669]
affidavit-segment: MUDDAMMA W/O M.R. NAGABHUSHAN ಎಂಬ ಎರಡು ಹೆಸರಿನ ವ್ಯಕ್ತಿ ನಾನೇ ಆಗಿರುತ್ತೇನೆ. ಈ ಪ್ರಮಾಣ ಪತ್ರವನ್ನು ನಾನು ಮಾಡಿಸುವ ಉದ್ದೇಶ ಅಂಚೆ ಕಛೇರಿಯ ಸೌಲಭ್ಯ ಪಡೆಯಲು ಸಂಬಂಧಪಟ್ಟ ಅಧಿಕಾರಿಗಳ ಮುಂದೆ ಹಾಜರುಪಡಿಸಲು ಮಾಡಿಸಿರುತ್ತೇನೆ. ಮೇಲ್ಕಂಡ ವಿಷಯವನ್ನು ತಿಳಿಸಿ ಪ್ರಮಾಣ ಪತ್ರವನ್ನು ಸತ್ಯವೆಂದು ತಿಳಿಸಿರುವುದರಿಂದ ಈ ಪ್ರಮಾಣ ಪತ್ರದ ಹಿನ್ನಲೆ ಅವಶ್ಯಕತೆ ಇರುತ್ತದೆ. ಈ ಮೇಲ್ಕಂಡ ಎಲ್ಲಾ ಅಂಶಗಳು ಸತ್ಯವಾಗಿರುತ್ತವೆ ಎಂದು ನೋಟರಿ ಹಾಗೂ ವಕೀಲರಾದ ಅಂಜಿನೇಯರವರ ಸಮಕ್ಷಮದಲ್ಲಿ ದಿನಾಂಕ : 23.07.2024ರಂದು ಪ್ರಮಾಣೀಕರಿಸಿದ್ದೇನೆ. — [708, 913, 912, 989]
owner-names: ಪುಟ್ಟಮ್ಮ ಕೋಂ ಲೇಟ್ ರಂಗಪ್ಪ ಪುಟ್ಟಲಿಂಗಪ್ಪ ಜಿ.ಆರ್.ಬಿನ್ ಲೇಟ್ ರಂಗಪ್ಪ (ಜಂಟಿ) ಭಿಮೇಗೌಡ ಜಿ.ಆರ್.ಬಿನ್ ಲೇಟ್ ರಂಗಪ್ಪ (ಜಂಟಿ) ಗಿರೀಶ್ ಜಿ.ಆರ್. ಬಿನ್ ಲೇಟ್ ರಂಗಪ್ಪ (ಜಂಟಿ) ಆರ್.ಗಿರೀಶ್ ಬಿನ್ ಲೇಟ್ ರಾಮಲಿಂಗಪ್ಪ (ಜಂಟಿ) ಜಿ.ಆರ್.ರಂಗನಾಥಪ್ಪ ಬಿನ್ ಲೇಟ್ ರಾಮಲಿಂಗಪ್ಪ (ಜಂಟಿ) ಯಶೋದರ ಆರ್.ಬಿನ್ ಲೇಟ್ ರಾಮಲಿಂಗಪ್ಪ (ಜಂಟಿ) ಚಂದ್ರಶೇಖರ್ ಜಿ.ಎಂ. ಬಿನ್ ಲೇಟ್ ಮುದ್ದಪ್ಪ (ಜಂಟಿ) ಪಾಂಡುರಂಗಪ್ಪ ಬಿನ್ ಲೇಟ್ ಮುದ್ದಪ್ಪ (ಜಂಟಿ) — [52, 227, 264, 302]
owner-names: ರಂಗಪ್ಪ ಕೋಂ ನರಸಿಂಹಯ್ಯ — [52, 183, 264, 194]
total-row: ಒಟ್ಟು 02–32.04 00–09.12 — [30, 861, 691, 872]
imprint-footer — [28, 1444, 918, 1471]
owner-names: ರಸ್ತೆ — [52, 421, 264, 432]
table-row: 8 ಕೆಂಚಪ್ಪ ಬಿನ್ ಸಣ್ಣಬಾಲಯ್ಯ ಗವಿಯಪ್ಪ ಬಿನ್ ಸಣ್ಣಬಾಲಯ್ಯ (ಜಂಟಿ) 156 1 00–03.12 – ಖುಷ್ಕಿ ಹೊಂಗೆಮರ 02 ಹಾಲ್ಕಿ ಕಟ್ಟಡಗಳು ಇಲ್ಲ – — [30, 432, 691, 451]
table-row: 10 ಲಂಚಲರಂಗನಾಯ್ಕ 46 2 00–01.08 – ಖುಷ್ಕಿ – – ಹಾಲ್ಕಿ ಕಟ್ಟಡಗಳು ಇಲ್ಲ – — [30, 74, 691, 85]
person-icon — [713, 227, 729, 287]
district-header-row: ಜಿಲ್ಲೆ : ತುಮಕೂರು ತಾಲ್ಲೂಕು : ಶಿರಾ ಹೋಬಳಿ : ಕಸಬಾ ಗ್ರಾಮ : ಕಲ್ಲುಕೋಟೆ — [30, 205, 691, 216]
ad-phone: 9060001842 — [706, 671, 914, 695]
remark-row: ಷರಾ:1(1)ರಂತೆ ಸ.ನಂ 46/4 ರಲ್ಲಿ ರಂಗಪ್ಪ ಬಿನ್ ಬೋರಣ್ಣ ರವರ ಜಮೀನಿನಲ್ಲಿ 00–05 ಗುಂಟೆ ಭೂಸ್ವಾಧೀನಕ್ಕೆ ಅಧಿಸೂಚಿಸಲಾಗಿದ್ದು ಜಂಟಿ ಅಳತೆಯಲ್ಲಿ ಈ ಜಮೀನು ಭೂಸ್ವಾಧೀನಕ್ಕೆ ಒಳಪಡದೆ ಇರುವುದರಿಂದ ಇವರ ಹೆಸರನ್ನು ಭೂಸ್ವಾಧೀನದಿಂದ ಕೈಬಿಡಲಾಗಿದೆ. — [30, 107, 691, 120]
table-row: 10 ಗುಡ್ಡರಂಗಪ್ಪ ಬಿನ್ ಲಕ್ಕಪ್ಪ 160 1 00–07.04 – ಖುಷ್ಕಿ – – ಹಾಲ್ಕಿ ಕಟ್ಟಡಗಳು ಇಲ್ಲ – — [30, 558, 691, 569]
affidavit-segment: 2. ನನ್ನ ಆಧಾರ್ ಕಾರ್ಡ್‌ನಲ್ಲಿ, ಪಾನ್ ಕಾರ್ಡ್‌ನಲ್ಲಿ, ಬ್ಯಾಂಕ್ ಪಾಸ್ ಪುಸ್ತಕದಲ್ಲಿ, ಭಾರತ ದೇಶದ ಪಾಸ್‌ಪೋರ್ಟ್‌ನಲ್ಲಿ ನನ್ನ ಹೆಸರು — [708, 799, 912, 819]
